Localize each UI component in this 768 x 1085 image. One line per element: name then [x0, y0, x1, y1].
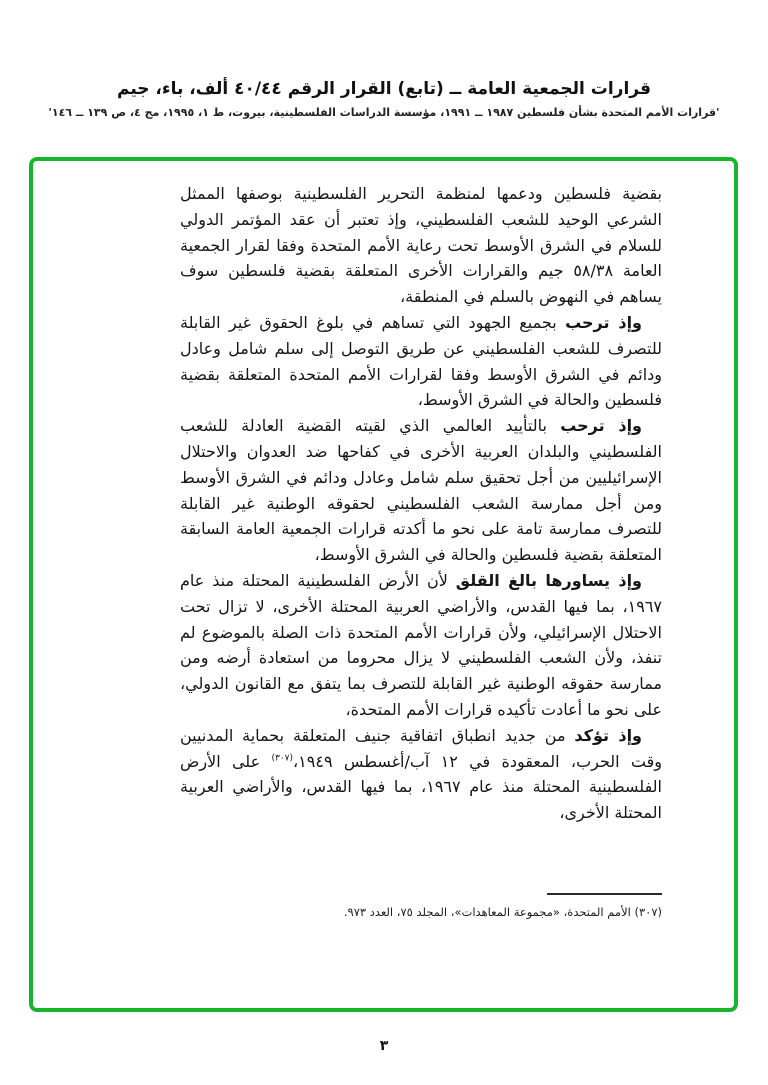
footnote-area — [180, 893, 662, 920]
paragraph-welcome-efforts — [180, 310, 662, 413]
paragraph-grave-concern — [180, 568, 662, 723]
paragraph-lead: وإذ تؤكد — [574, 725, 642, 745]
document-title: قرارات الجمعية العامة ــ (تابع) القرار الرقم ٤٠/٤٤ ألف، باء، جيم — [116, 79, 652, 99]
paragraph-text: بالتأييد العالمي الذي لقيته القضية العادلة للشعب الفلسطيني والبلدان العربية الأخرى في كفاحها ضد العدوان والاحتلال الإسرائيليين من أجل تحقيق سلم شامل وعادل ودائم في الشرق الأوسط ومن أجل ممارسة الشعب الفلسطيني لحقوقه الوطنية غير القابلة للتصرف ممارسة تامة على نحو ما أكدته قرارات الجمعية العامة السابقة المتعلقة بقضية فلسطين والحالة في الشرق الأوسط، — [180, 416, 662, 565]
paragraph-welcome-support — [180, 413, 662, 568]
paragraph-text-after-ref: على الأرض الفلسطينية المحتلة منذ عام ١٩٦٧، بما فيها القدس، والأراضي العربية المحتلة الأخرى، — [180, 751, 662, 823]
page-header — [0, 78, 768, 120]
resolution-text-column — [180, 181, 662, 826]
paragraph-text: بجميع الجهود التي تساهم في بلوغ الحقوق غير القابلة للتصرف للشعب الفلسطيني عن طريق التوصل إلى سلم شامل وعادل ودائم في الشرق الأوسط وفقا لقرارات الأمم المتحدة المتعلقة بقضية فلسطين والحالة في الشرق الأوسط، — [180, 312, 662, 410]
content-frame — [29, 157, 738, 1012]
paragraph-continued — [180, 181, 662, 310]
paragraph-text: بقضية فلسطين ودعمها لمنظمة التحرير الفلسطينية بوصفها الممثل الشرعي الوحيد للشعب الفلسطيني، وإذ تعتبر أن عقد المؤتمر الدولي للسلام في الشرق الأوسط تحت رعاية الأمم المتحدة وفقا لقرار الجمعية العامة ٥٨/٣٨ جيم والقرارات الأخرى المتعلقة بقضية فلسطين سوف يساهم في النهوض بالسلم في المنطقة، — [180, 184, 662, 307]
document-source-citation: 'قرارات الأمم المتحدة بشأن فلسطين ١٩٨٧ ــ ١٩٩١، مؤسسة الدراسات الفلسطينية، بيروت، ط ١، ١٩٩٥، مج ٤، ص ١٣٩ ــ ١٤٦' — [48, 106, 720, 119]
paragraph-lead: وإذ ترحب — [565, 312, 643, 332]
page-number: ٣ — [379, 1038, 389, 1054]
paragraph-text: لأن الأرض الفلسطينية المحتلة منذ عام ١٩٦٧، بما فيها القدس، والأراضي العربية المحتلة الأخرى، لا تزال تحت الاحتلال الإسرائيلي، ولأن قرارات الأمم المتحدة ذات الصلة بالموضوع لم تنفذ، ولأن الشعب الفلسطيني لا يزال محروما من استعادة أرضه ومن ممارسة حقوقه الوطنية غير القابلة للتصرف بما يتفق مع القانون الدولي، على نحو ما أعادت تأكيده قرارات الأمم المتحدة، — [180, 570, 662, 719]
paragraph-lead: وإذ يساورها بالغ القلق — [455, 570, 642, 590]
footnote-separator-rule — [547, 893, 662, 895]
footnote-reference-marker: (٣٠٧) — [271, 753, 293, 764]
paragraph-text: من جديد انطباق اتفاقية جنيف المتعلقة بحماية المدنيين وقت الحرب، المعقودة في ١٢ آب/أغسطس ١٩٤٩، — [180, 725, 662, 771]
paragraph-reaffirm-geneva — [180, 723, 662, 826]
footnote-text: (٣٠٧) الأمم المتحدة، «مجموعة المعاهدات»، المجلد ٧٥، العدد ٩٧٣. — [343, 905, 662, 919]
paragraph-lead: وإذ ترحب — [560, 416, 643, 436]
